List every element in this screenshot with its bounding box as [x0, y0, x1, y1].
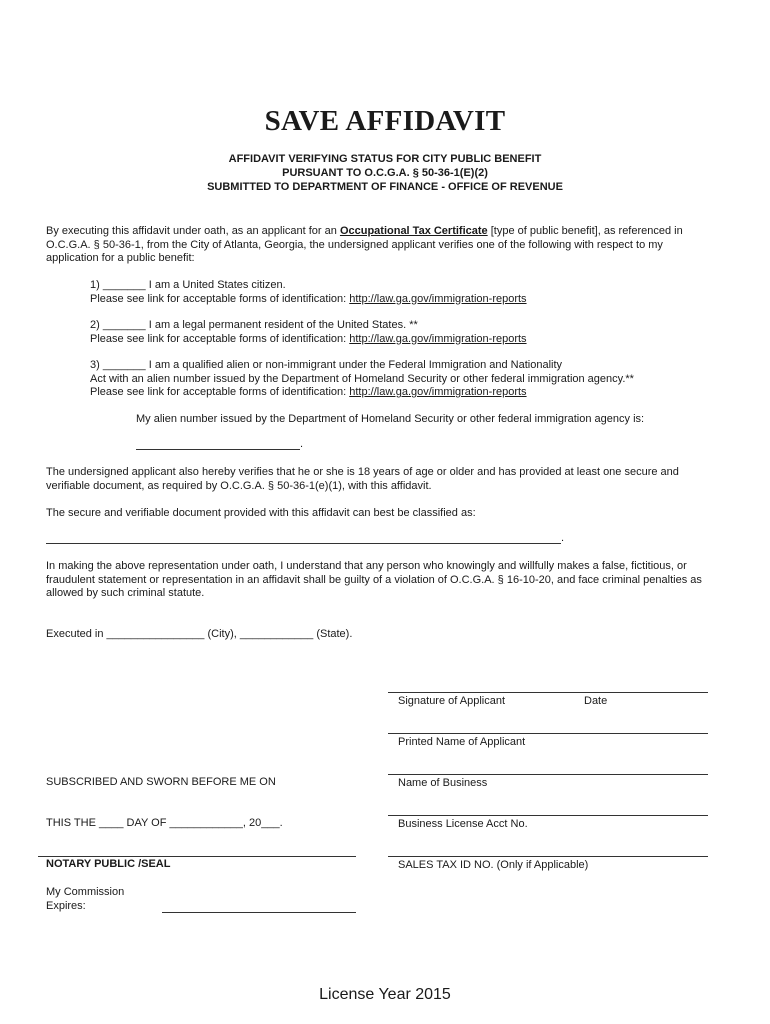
commission-expires-label	[46, 886, 124, 913]
option-alien-statement-2: Act with an alien number issued by the Department of Homeland Security or other federal immigration agency.**	[90, 372, 634, 385]
age-verification-paragraph	[46, 466, 716, 493]
license-acct-label: Business License Acct No.	[398, 818, 528, 830]
id-note-text: Please see link for acceptable forms of identification:	[90, 332, 350, 345]
date-label: Date	[584, 695, 608, 707]
executed-in-line: Executed in ________________ (City), ____________ (State).	[46, 628, 353, 640]
intro-text-1: By executing this affidavit under oath, as an applicant for an	[46, 225, 340, 237]
option-citizen-statement: 1) _______ I am a United States citizen.	[90, 279, 286, 291]
option-citizen-id-note	[90, 293, 710, 307]
option-resident-statement: 2) _______ I am a legal permanent resident of the United States. **	[90, 319, 418, 331]
option-alien-statement-1: 3) _______ I am a qualified alien or non-immigrant under the Federal Immigration and Nationality	[90, 359, 563, 371]
age-verification-line-2: verifiable document, as required by O.C.G.A. § 50-36-1(e)(1), with this affidavit.	[46, 479, 432, 492]
notary-seal-label: NOTARY PUBLIC /SEAL	[46, 858, 171, 870]
signature-line[interactable]	[388, 692, 708, 693]
intro-line-2: O.C.G.A. § 50-36-1, from the City of Atlanta, Georgia, the undersigned applicant verifies one of the following with respect to my	[46, 238, 663, 251]
alien-number-period: .	[300, 438, 304, 450]
sworn-before-label: SUBSCRIBED AND SWORN BEFORE ME ON	[46, 776, 276, 788]
commission-expires-line[interactable]	[162, 912, 356, 913]
sales-tax-label: SALES TAX ID NO. (Only if Applicable)	[398, 859, 589, 871]
intro-text-2: [type of public benefit], as referenced in	[487, 225, 683, 237]
penalty-paragraph	[46, 560, 716, 601]
age-verification-line-1: The undersigned applicant also hereby verifies that he or she is 18 years of age or older and has provided at least one secure and	[46, 466, 679, 478]
commission-label-line-2: Expires:	[46, 899, 86, 912]
id-note-text: Please see link for acceptable forms of identification:	[90, 386, 350, 398]
option-citizen	[90, 279, 710, 306]
signature-label: Signature of Applicant	[398, 695, 506, 707]
printed-name-line[interactable]	[388, 733, 708, 734]
document-classification-label: The secure and verifiable document provided with this affidavit can best be classified as:	[46, 507, 476, 519]
license-acct-line[interactable]	[388, 815, 708, 816]
immigration-reports-link[interactable]: http://law.ga.gov/immigration-reports	[349, 386, 527, 398]
printed-name-label: Printed Name of Applicant	[398, 736, 526, 748]
option-qualified-alien	[90, 359, 710, 400]
penalty-line-1: In making the above representation under oath, I understand that any person who knowingly and willfully makes a false, fictitious, or	[46, 560, 687, 572]
intro-line-1	[46, 225, 716, 239]
notary-signature-line[interactable]	[38, 856, 356, 857]
document-classification-blank[interactable]	[46, 543, 561, 544]
intro-paragraph	[46, 225, 716, 266]
sworn-day-line: THIS THE ____ DAY OF ____________, 20___.	[46, 817, 283, 829]
penalty-line-3: allowed by such criminal statute.	[46, 587, 205, 599]
option-alien-id-note	[90, 386, 710, 400]
option-permanent-resident	[90, 319, 710, 346]
business-name-line[interactable]	[388, 774, 708, 775]
commission-label-line-1: My Commission	[46, 886, 125, 898]
document-classification-period: .	[561, 532, 565, 544]
subtitle-line-2: PURSUANT TO O.C.G.A. § 50-36-1(E)(2)	[282, 167, 488, 179]
alien-number-blank[interactable]	[136, 449, 300, 450]
document-title: SAVE AFFIDAVIT	[264, 105, 506, 137]
subtitle-line-3: SUBMITTED TO DEPARTMENT OF FINANCE - OFFICE OF REVENUE	[207, 181, 563, 193]
penalty-line-2: fraudulent statement or representation in an affidavit shall be guilty of a violation of O.C.G.A. § 16-10-20, and face criminal penalties as	[46, 573, 702, 586]
option-resident-id-note	[90, 333, 710, 347]
alien-number-label: My alien number issued by the Department of Homeland Security or other federal immigration agency is:	[136, 413, 645, 425]
immigration-reports-link[interactable]: http://law.ga.gov/immigration-reports	[349, 292, 527, 305]
intro-line-3: application for a public benefit:	[46, 252, 195, 264]
public-benefit-type: Occupational Tax Certificate	[339, 225, 488, 237]
business-name-label: Name of Business	[398, 777, 488, 789]
id-note-text: Please see link for acceptable forms of identification:	[90, 292, 350, 305]
immigration-reports-link[interactable]: http://law.ga.gov/immigration-reports	[349, 332, 527, 345]
subtitle-line-1: AFFIDAVIT VERIFYING STATUS FOR CITY PUBLIC BENEFIT	[228, 153, 542, 165]
license-year-footer: License Year 2015	[319, 986, 451, 1003]
sales-tax-line[interactable]	[388, 856, 708, 857]
